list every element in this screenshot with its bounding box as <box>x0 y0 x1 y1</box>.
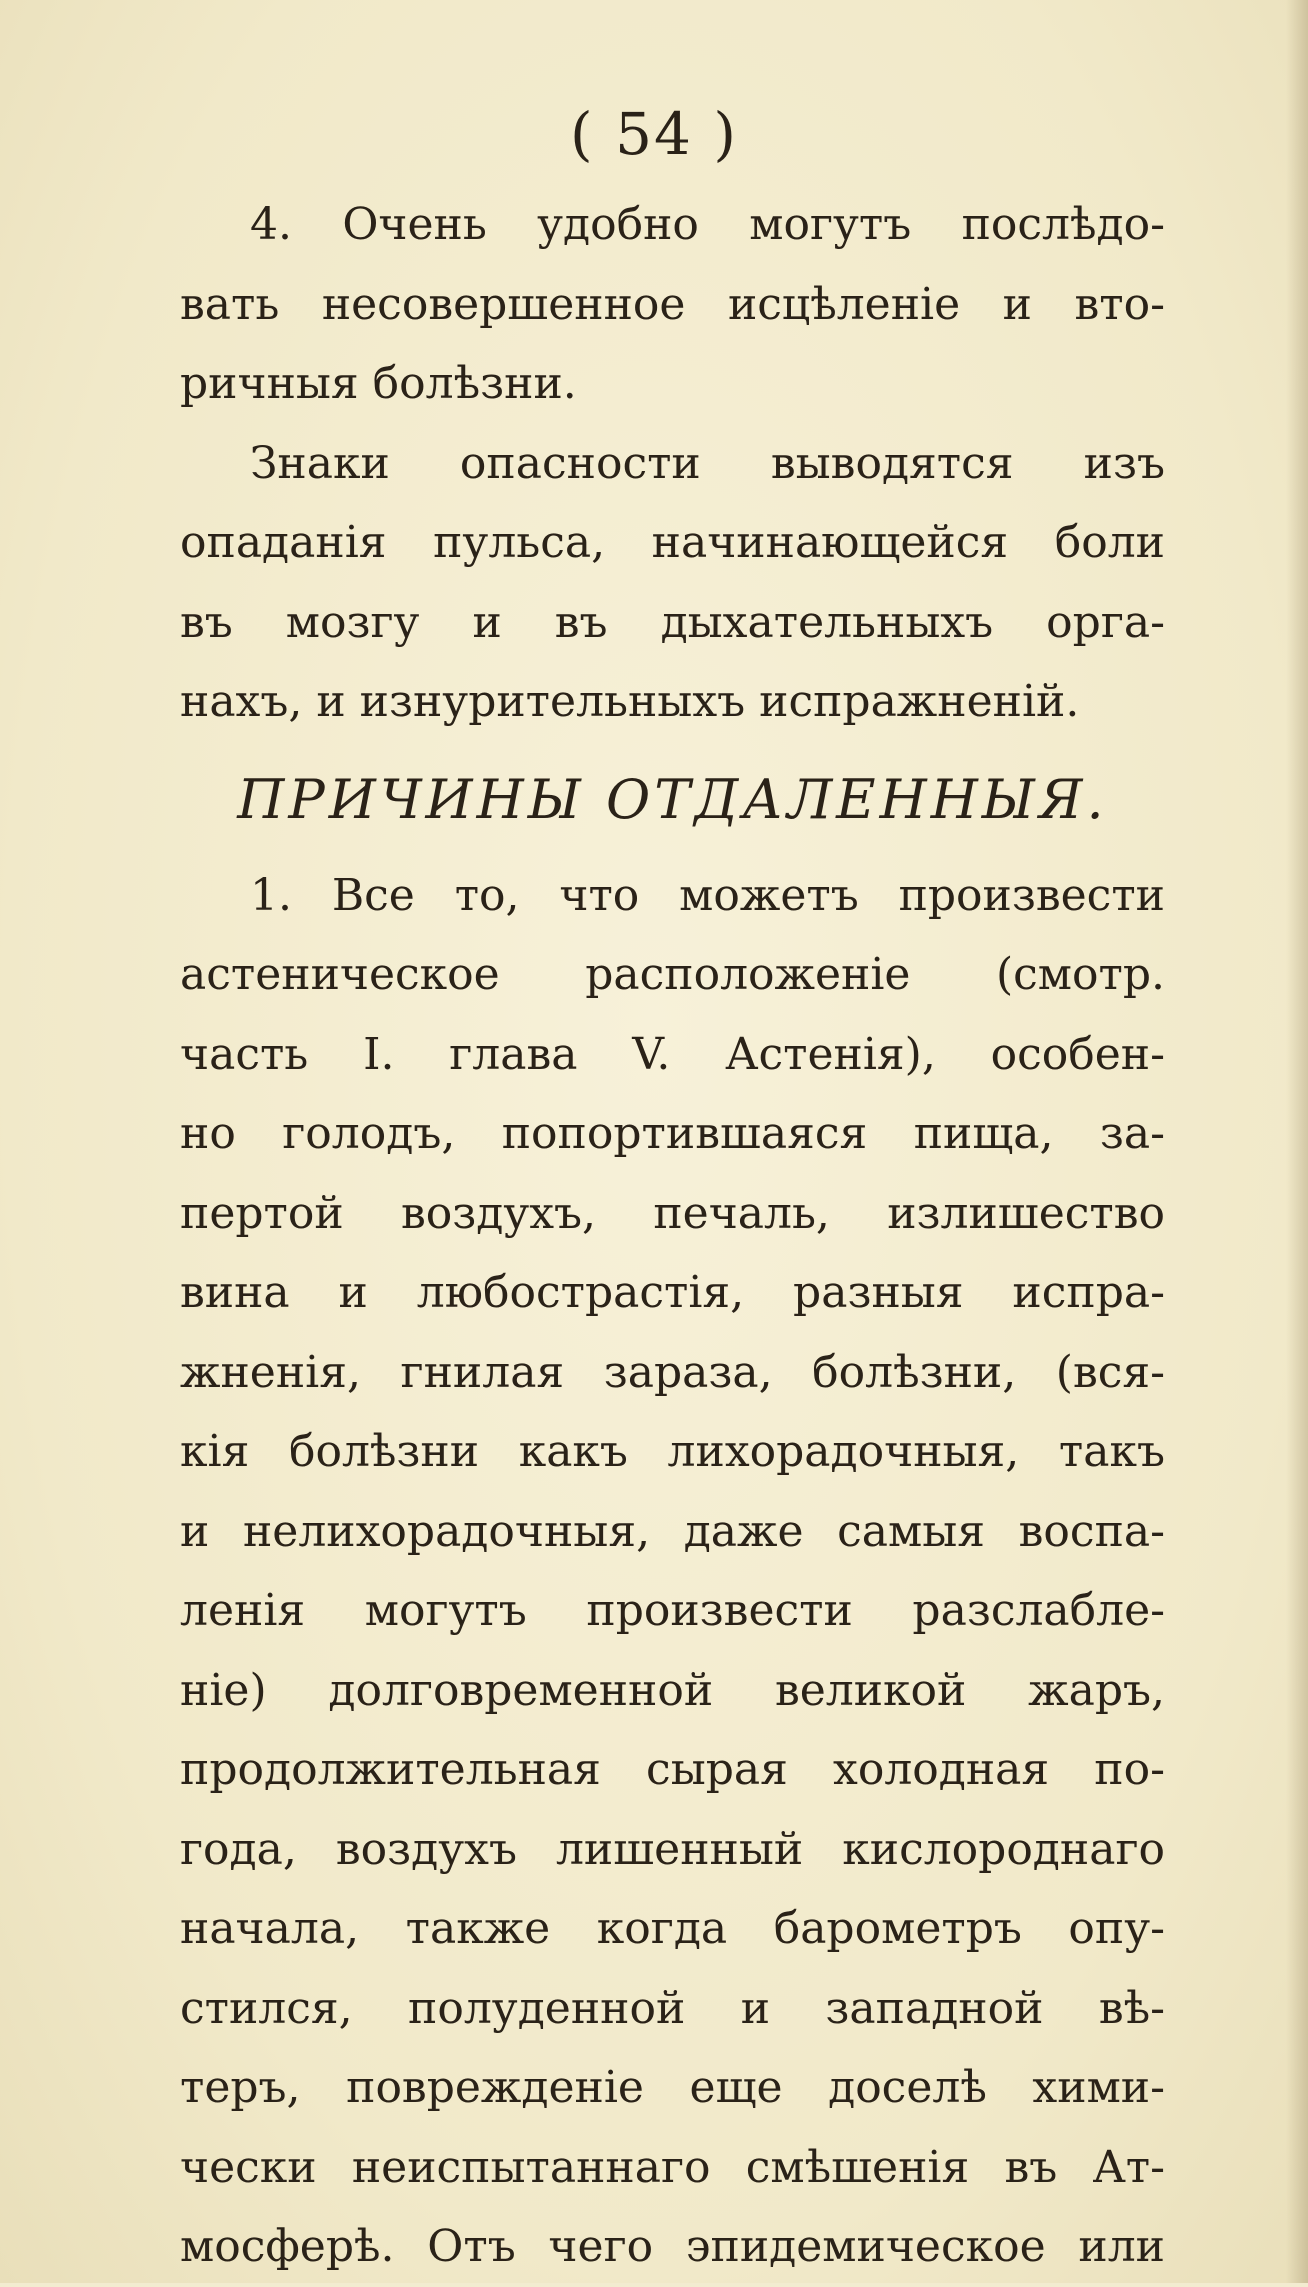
text-line: Знаки опасности выводятся изъ <box>250 437 1165 489</box>
text-line: часть I. глава V. Астенія), особен- <box>180 1028 1165 1080</box>
text-line: астеническое расположеніе (смотр. <box>180 949 1165 1000</box>
text-line: но голодъ, попортившаяся пища, за- <box>180 1108 1165 1159</box>
text-line: нахъ, и изнурительныхъ испражненій. <box>180 676 1080 727</box>
text-line: чески неиспытаннаго смѣшенія въ Ат- <box>180 2141 1165 2193</box>
text-line: теръ, поврежденіе еще доселѣ хими- <box>180 2062 1165 2113</box>
text-line: жненія, гнилая зараза, болѣзни, (вся- <box>180 1346 1165 1398</box>
text-line: пертой воздухъ, печаль, излишество <box>180 1187 1165 1239</box>
text-line: въ мозгу и въ дыхательныхъ орга- <box>180 596 1165 648</box>
text-line: ленія могутъ произвести разслабле- <box>180 1585 1165 1636</box>
text-line: 1. Все то, что можетъ произвести <box>250 869 1165 921</box>
text-line: ніе) долговременной великой жаръ, <box>180 1664 1165 1716</box>
text-line: опаданія пульса, начинающейся боли <box>180 517 1165 568</box>
page-body <box>180 185 1165 2287</box>
text-line: стился, полуденной и западной вѣ- <box>180 1982 1165 2034</box>
text-line: мосферѣ. Отъ чего эпидемическое или <box>180 2221 1165 2272</box>
page-edge-shadow <box>1286 0 1308 2283</box>
text-line: и нелихорадочныя, даже самыя воспа- <box>180 1505 1165 1557</box>
paragraph-2 <box>180 424 1165 742</box>
text-line: ричныя болѣзни. <box>180 358 577 409</box>
text-line: вать несовершенное исцѣленіе и вто- <box>180 278 1165 330</box>
text-line: продолжительная сырая холодная по- <box>180 1744 1165 1795</box>
text-line: начала, также когда барометръ опу- <box>180 1903 1165 1954</box>
paragraph-1 <box>180 185 1165 424</box>
text-line: вина и любострастія, разныя испра- <box>180 1267 1165 1318</box>
page-number: ( 54 ) <box>570 100 738 168</box>
text-line: 4. Очень удобно могутъ послѣдо- <box>250 199 1165 250</box>
section-heading: ПРИЧИНЫ ОТДАЛЕННЫЯ. <box>237 767 1108 831</box>
text-line: года, воздухъ лишенный кислороднаго <box>180 1823 1165 1875</box>
text-line: кія болѣзни какъ лихорадочныя, такъ <box>180 1426 1165 1477</box>
paragraph-3 <box>180 856 1165 2287</box>
